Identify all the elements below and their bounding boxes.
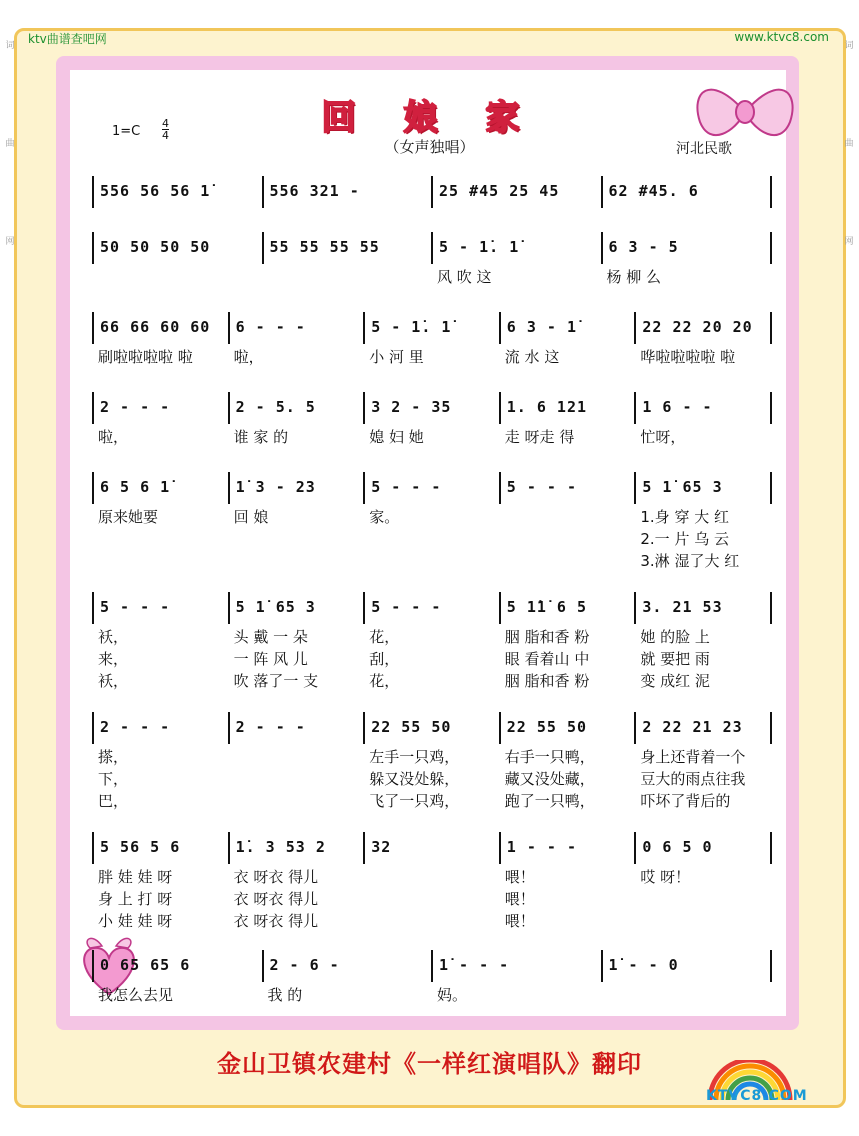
footer-credit: 金山卫镇农建村《一样红演唱队》翻印 (217, 1050, 642, 1078)
side-watermark-left: 词 曲 网 (5, 41, 15, 247)
measure: 22 55 50 (365, 712, 501, 744)
time-signature: 4 4 (162, 117, 169, 142)
lyric-segment: 胭 脂和香 粉 (504, 672, 590, 690)
lyric-segment (228, 768, 364, 789)
measure: 5 - - - (94, 592, 230, 624)
measure: 6 5 6 1̇ (94, 472, 230, 504)
lyric-line (92, 648, 770, 669)
lyric-segment (363, 866, 499, 887)
lyric-segment: 身上还背着一个 (640, 748, 746, 766)
measure: 62 #45. 6 (603, 176, 773, 208)
lyric-line (92, 866, 770, 887)
lyric-segment (363, 888, 499, 909)
lyric-segment: 她 的脸 上 (640, 628, 710, 646)
notation-line (92, 232, 772, 264)
measure: 0 6 5 0 (636, 832, 772, 864)
measure: 32 (365, 832, 501, 864)
lyric-line (92, 346, 770, 367)
measure: 2 - - - (230, 712, 366, 744)
lyric-segment: 袄， (98, 672, 129, 690)
measure: 55 55 55 55 (264, 232, 434, 264)
measure: 6 3 - 1̇ (501, 312, 637, 344)
lyric-segment: 右手一只鸭， (504, 748, 595, 766)
lyric-segment (92, 550, 228, 571)
lyric-segment: 胖 娃 娃 呀 (98, 868, 173, 886)
lyric-segment: 吓坏了背后的 (640, 792, 731, 810)
lyric-segment (634, 910, 770, 931)
lyric-segment: 跑了一只鸭， (504, 792, 595, 810)
notation-line (92, 472, 772, 504)
lyric-segment: 左手一只鸡， (369, 748, 460, 766)
lyric-segment: 我怎么去见 (98, 986, 174, 1004)
measure: 1̇ - - 0 (603, 950, 773, 982)
lyric-segment: 媳 妇 她 (369, 428, 424, 446)
lyric-segment: 衣 呀衣 得儿 (233, 868, 319, 886)
lyric-segment: 妈。 (437, 986, 468, 1004)
measure: 2 - 5. 5 (230, 392, 366, 424)
lyric-line (92, 550, 770, 571)
lyric-segment: 忙呀， (640, 428, 686, 446)
composer-credit: 河北民歌 (676, 141, 732, 157)
lyric-segment: 喂！ (504, 890, 535, 908)
measure: 5 - 1̇. 1̇ (365, 312, 501, 344)
lyric-line (92, 790, 770, 811)
lyric-segment: 刷啦啦啦啦 啦 (98, 348, 193, 366)
lyric-segment: 胭 脂和香 粉 (504, 628, 590, 646)
notation-line (92, 592, 772, 624)
lyric-segment: 走 呀走 得 (504, 428, 575, 446)
notation-line (92, 950, 772, 982)
lyric-segment: 流 水 这 (504, 348, 560, 366)
measure: 1. 6 121 (501, 392, 637, 424)
song-title: 回 娘 家 (321, 98, 538, 138)
lyric-segment: 哗啦啦啦啦 啦 (640, 348, 736, 366)
lyric-segment: 身 上 打 呀 (98, 890, 173, 908)
lyric-segment: 谁 家 的 (233, 428, 289, 446)
lyric-segment (499, 506, 635, 527)
measure: 2 22 21 23 (636, 712, 772, 744)
measure: 50 50 50 50 (94, 232, 264, 264)
lyric-segment: 1.身 穿 大 红 (640, 508, 729, 526)
lyric-line (92, 528, 770, 549)
notation-line (92, 832, 772, 864)
lyric-segment: 一 阵 风 儿 (233, 650, 308, 668)
notation-line (92, 312, 772, 344)
measure: 6 - - - (230, 312, 366, 344)
lyric-segment: 原来她要 (98, 508, 159, 526)
lyric-segment: 我 的 (267, 986, 303, 1004)
lyric-segment: 杨 柳 么 (606, 268, 662, 286)
lyric-line (92, 746, 770, 767)
measure: 5 1̇1̇ 6 5 (501, 592, 637, 624)
lyric-segment: 躲又没处躲， (369, 770, 460, 788)
measure: 5 - 1̇. 1̇ (433, 232, 603, 264)
lyric-segment: 头 戴 一 朵 (233, 628, 308, 646)
lyric-line (92, 626, 770, 647)
site-link-left[interactable]: ktv曲谱查吧网 (28, 32, 107, 46)
lyric-segment (363, 550, 499, 571)
measure: 5 - - - (365, 592, 501, 624)
measure: 1̇. 3 53 2 (230, 832, 366, 864)
measure: 5 1̇ 65 3 (636, 472, 772, 504)
lyric-segment: 眼 看着山 中 (504, 650, 590, 668)
lyric-segment (228, 746, 364, 767)
lyric-segment: 豆大的雨点往我 (640, 770, 746, 788)
lyric-segment (363, 910, 499, 931)
lyric-line (92, 266, 770, 287)
lyric-segment (363, 528, 499, 549)
key-signature: 1=C (112, 124, 141, 139)
side-watermark-right: 词 曲 网 (844, 41, 854, 247)
lyric-line (92, 984, 770, 1005)
lyric-segment: 下， (98, 770, 129, 788)
lyric-segment: 啦， (233, 348, 264, 366)
measure: 2 - 6 - (264, 950, 434, 982)
lyric-segment: 衣 呀衣 得儿 (233, 912, 319, 930)
lyric-line (92, 506, 770, 527)
pink-bow-icon (690, 62, 800, 162)
measure: 2 - - - (94, 712, 230, 744)
measure: 22 22 20 20 (636, 312, 772, 344)
lyric-segment: 喂！ (504, 868, 535, 886)
measure: 5 1̇ 65 3 (230, 592, 366, 624)
lyric-segment (228, 790, 364, 811)
notation-line (92, 392, 772, 424)
lyric-segment: 2.一 片 乌 云 (640, 530, 729, 548)
measure: 2 - - - (94, 392, 230, 424)
lyric-segment (499, 550, 635, 571)
measure: 1̇ 3 - 23 (230, 472, 366, 504)
lyric-segment: 喂！ (504, 912, 535, 930)
measure: 66 66 60 60 (94, 312, 230, 344)
notation-line (92, 176, 772, 208)
lyric-line (92, 426, 770, 447)
lyric-segment: 家。 (369, 508, 400, 526)
lyric-segment (92, 528, 228, 549)
measure: 22 55 50 (501, 712, 637, 744)
lyric-segment: 巴， (98, 792, 129, 810)
lyric-segment: 藏又没处藏， (504, 770, 595, 788)
lyric-segment: 回 娘 (233, 508, 269, 526)
measure: 6 3 - 5 (603, 232, 773, 264)
lyric-segment: 吹 落了一 支 (233, 672, 319, 690)
lyric-segment: 来， (98, 650, 129, 668)
lyric-segment: 小 娃 娃 呀 (98, 912, 173, 930)
lyric-segment: 衣 呀衣 得儿 (233, 890, 319, 908)
lyric-segment: 小 河 里 (369, 348, 424, 366)
lyric-segment (92, 266, 262, 287)
lyric-segment (634, 888, 770, 909)
measure: 3 2 - 35 (365, 392, 501, 424)
site-link-right[interactable]: www.ktvc8.com (734, 30, 829, 44)
lyric-segment: 风 吹 这 (437, 268, 492, 286)
measure: 3. 21 53 (636, 592, 772, 624)
lyric-line (92, 768, 770, 789)
measure: 5 - - - (365, 472, 501, 504)
lyric-segment: 花， (369, 628, 400, 646)
lyric-segment: 啦， (98, 428, 129, 446)
lyric-segment: 变 成红 泥 (640, 672, 710, 690)
lyric-segment (262, 266, 432, 287)
lyric-segment: 3.淋 湿了大 红 (640, 552, 740, 570)
notation-line (92, 712, 772, 744)
lyric-segment: 飞了一只鸡， (369, 792, 460, 810)
measure: 556 321 - (264, 176, 434, 208)
lyric-segment (228, 528, 364, 549)
lyric-line (92, 888, 770, 909)
measure: 1 - - - (501, 832, 637, 864)
lyric-segment: 袄， (98, 628, 129, 646)
lyric-segment: 就 要把 雨 (640, 650, 710, 668)
lyric-segment: 哎 呀！ (640, 868, 691, 886)
measure: 1 6 - - (636, 392, 772, 424)
measure: 5 - - - (501, 472, 637, 504)
lyric-segment (601, 984, 771, 1005)
lyric-segment: 刮， (369, 650, 400, 668)
lyric-line (92, 670, 770, 691)
measure: 5 56 5 6 (94, 832, 230, 864)
lyric-segment (228, 550, 364, 571)
lyric-segment: 搽， (98, 748, 129, 766)
song-subtitle: （女声独唱） (384, 138, 475, 156)
lyric-line (92, 910, 770, 931)
lyric-segment (499, 528, 635, 549)
lyric-segment: 花， (369, 672, 400, 690)
measure: 556 56 56 1̇ (94, 176, 264, 208)
logo-text: KTVC8.COM (706, 1088, 808, 1104)
measure: 25 #45 25 45 (433, 176, 603, 208)
measure: 1̇ - - - (433, 950, 603, 982)
measure: 0 65 65 6 (94, 950, 264, 982)
